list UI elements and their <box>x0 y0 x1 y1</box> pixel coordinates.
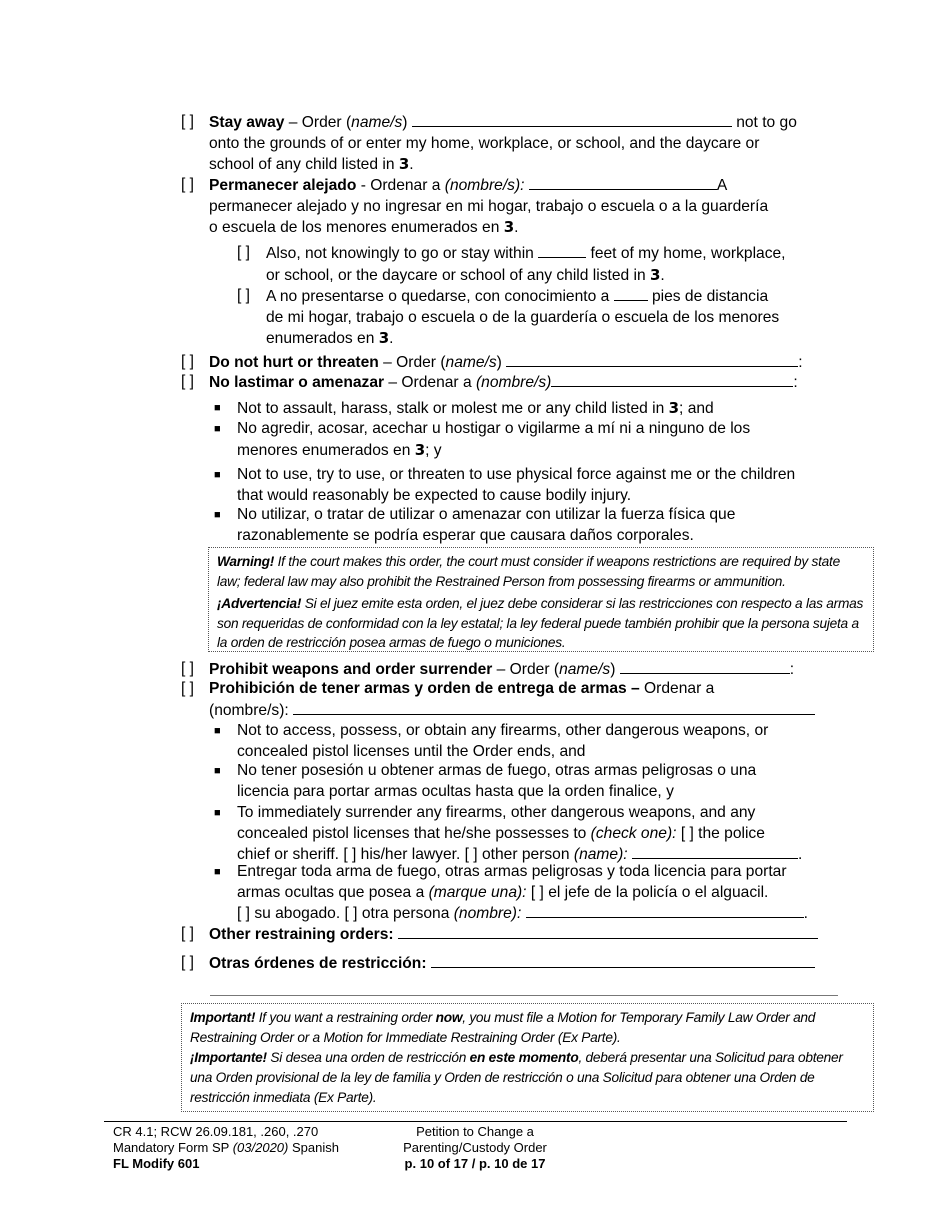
prohibit-weapons-item: [ ] Prohibit weapons and order surrender – Order (name/s) : <box>181 660 795 678</box>
do-not-hurt-label: Do not hurt or threaten <box>209 354 379 371</box>
prohibicion-label: Prohibición de tener armas y orden de entrega de armas – <box>209 680 640 697</box>
page-number: p. 10 of 17 / p. 10 de 17 <box>404 1156 546 1171</box>
prohibit-weapons-name-field[interactable] <box>620 659 790 674</box>
stay-away-checkbox[interactable]: [ ] <box>181 113 194 130</box>
otras-ordenes-field[interactable] <box>431 953 815 968</box>
important-label: Important! <box>190 1010 256 1025</box>
other-person-name-field[interactable] <box>632 844 798 859</box>
other-orders-field[interactable] <box>398 924 818 939</box>
prohibit-weapons-checkbox[interactable]: [ ] <box>181 660 194 677</box>
feet-field[interactable] <box>538 243 586 258</box>
importante-label: ¡Importante! <box>190 1050 267 1066</box>
otras-ordenes-label: Otras órdenes de restricción: <box>209 955 427 972</box>
other-orders-checkbox[interactable]: [ ] <box>181 925 194 942</box>
permanecer-item: [ ] Permanecer alejado - Ordenar a (nombre/s): A permanecer alejado y no ingresar en mi hogar, trabajo o escuela o a la guardería o escuela de los menores enumerados en 3. <box>181 176 769 236</box>
do-not-hurt-name-field[interactable] <box>506 352 798 367</box>
list-item: ■ Entregar toda arma de fuego, otras armas peligrosas y toda licencia para portar armas ocultas que posea a (marque una): [ ] el jefe de la policía o el alguacil. [ ] su abogado. [ ] otra persona (nombre): . <box>214 863 809 922</box>
advertencia-label: ¡Advertencia! <box>217 596 302 611</box>
permanecer-label: Permanecer alejado <box>209 177 357 194</box>
otras-ordenes-checkbox[interactable]: [ ] <box>181 954 194 971</box>
permanecer-checkbox[interactable]: [ ] <box>181 176 194 193</box>
list-item: ■ Not to use, try to use, or threaten to use physical force against me or the children that would reasonably be expected to cause bodily injury. <box>214 466 796 504</box>
important-note-box: Important! If you want a restraining order now, you must file a Motion for Temporary Family Law Order and Restraining Order or a Motion for Immediate Restraining Order (Ex Parte). ¡Importante! Si desea una orden de restricción en este momento, deberá presentar una Solicitud para obtener una Orden provisional de la ley de familia y Orden de restricción o una Solicitud para obtener una Orden de restricción inmediata (Ex Parte). <box>181 1003 874 1112</box>
other-orders-label: Other restraining orders: <box>209 926 394 943</box>
pies-field[interactable] <box>614 286 648 301</box>
no-lastimar-label: No lastimar o amenazar <box>209 374 385 391</box>
no-presentarse-checkbox[interactable]: [ ] <box>237 287 250 304</box>
footer-center <box>385 1124 565 1172</box>
otras-ordenes-item <box>181 953 841 975</box>
list-item: ■ No utilizar, o tratar de utilizar o amenazar con utilizar la fuerza física que razonablemente se podría esperar que causara daños corporales. <box>214 506 736 544</box>
footer-form-id: FL Modify 601 <box>113 1156 200 1171</box>
also-feet-item: [ ] Also, not knowingly to go or stay within feet of my home, workplace, or school, or the daycare or school of any child listed in 3. <box>237 244 786 284</box>
footer-rcw: CR 4.1; RCW 26.09.181, .260, .270 <box>113 1124 319 1139</box>
footer-divider <box>104 1121 847 1122</box>
stay-away-label: Stay away <box>209 114 285 131</box>
no-lastimar-name-field[interactable] <box>551 372 793 387</box>
do-not-hurt-checkbox[interactable]: [ ] <box>181 353 194 370</box>
prohibicion-name-field[interactable] <box>293 700 815 715</box>
otra-persona-name-field[interactable] <box>526 903 804 918</box>
list-item: ■ To immediately surrender any firearms, other dangerous weapons, and any concealed pistol licenses that he/she possesses to (check one): [ ] the police chief or sheriff. [ ] his/her lawyer. [ ] other person (name): . <box>214 804 803 863</box>
footer-title-line1: Petition to Change a <box>416 1124 534 1139</box>
list-item: ■ Not to access, possess, or obtain any firearms, other dangerous weapons, or concealed pistol licenses until the Order ends, and <box>214 722 769 760</box>
permanecer-name-field[interactable] <box>529 175 717 190</box>
prohibit-weapons-label: Prohibit weapons and order surrender <box>209 661 493 678</box>
do-not-hurt-item: [ ] Do not hurt or threaten – Order (name/s) : <box>181 353 803 371</box>
list-item: ■ No tener posesión u obtener armas de fuego, otras armas peligrosas o una licencia para portar armas ocultas hasta que la orden finalice, y <box>214 762 757 800</box>
stay-away-name-field[interactable] <box>412 112 732 127</box>
no-presentarse-item: [ ] A no presentarse o quedarse, con conocimiento a pies de distancia de mi hogar, trabajo o escuela o de la guardería o escuela de los menores enumerados en 3. <box>237 287 780 347</box>
stay-away-item: [ ] Stay away – Order (name/s) not to go onto the grounds of or enter my home, workplace, or school, and the daycare or school of any child listed in 3. <box>181 113 797 173</box>
list-item: ■ Not to assault, harass, stalk or molest me or any child listed in 3; and <box>214 399 714 417</box>
warning-label: Warning! <box>217 554 275 569</box>
prohibicion-item: [ ] Prohibición de tener armas y orden de entrega de armas – Ordenar a (nombre/s): <box>181 679 841 721</box>
also-feet-checkbox[interactable]: [ ] <box>237 244 250 261</box>
extra-line-field[interactable] <box>210 995 838 996</box>
weapons-warning-box: Warning! If the court makes this order, the court must consider if weapons restrictions are required by state law; federal law may also prohibit the Restrained Person from possessing firearms or ammunition. ¡Advertencia! Si el juez emite esta orden, el juez debe considerar si las restricciones con respecto a las armas son requeridas de conformidad con la ley estatal; la ley federal puede también prohibir que la persona sujeta a la orden de restricción posea armas de fuego o municiones. <box>208 547 874 652</box>
footer-title-line2: Parenting/Custody Order <box>403 1140 547 1155</box>
no-lastimar-item: [ ] No lastimar o amenazar – Ordenar a (nombre/s) : <box>181 373 798 391</box>
other-orders-item <box>181 924 841 946</box>
footer-left <box>113 1124 383 1172</box>
list-item: ■ No agredir, acosar, acechar u hostigar o vigilarme a mí ni a ninguno de los menores enumerados en 3; y <box>214 420 751 459</box>
prohibicion-checkbox[interactable]: [ ] <box>181 680 194 697</box>
no-lastimar-checkbox[interactable]: [ ] <box>181 373 194 390</box>
footer-form: Mandatory Form SP (03/2020) Spanish <box>113 1140 339 1155</box>
